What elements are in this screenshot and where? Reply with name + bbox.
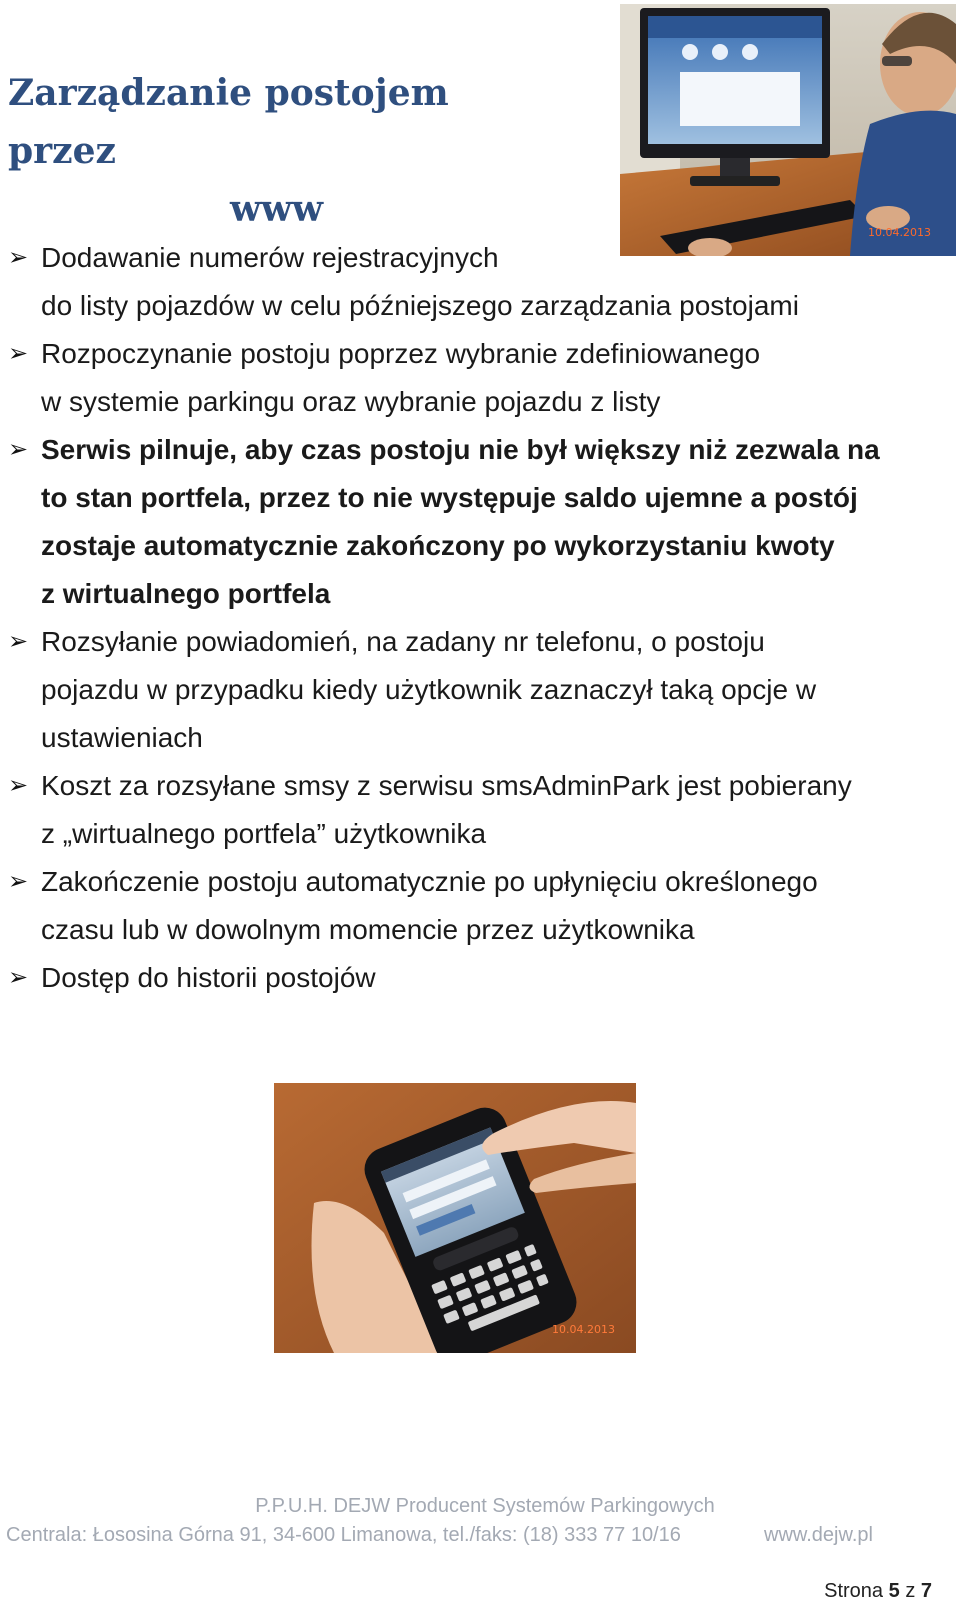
computer-photo-date: 10.04.2013: [868, 226, 931, 239]
page-separator: z: [905, 1580, 916, 1602]
feature-list: [8, 234, 958, 1002]
feature-line: to stan portfela, przez to nie występuje saldo ujemne a postój: [41, 482, 858, 513]
photo-computer-user: [620, 4, 956, 256]
feature-line: Dodawanie numerów rejestracyjnych: [41, 242, 499, 273]
page-number: [824, 1580, 932, 1603]
arrow-bullet-icon: ➢: [8, 772, 29, 799]
feature-line: Serwis pilnuje, aby czas postoju nie był większy niż zezwala na: [41, 434, 880, 465]
arrow-bullet-icon: ➢: [8, 340, 29, 367]
arrow-bullet-icon: ➢: [8, 244, 29, 271]
feature-line: czasu lub w dowolnym momencie przez użytkownika: [41, 914, 695, 945]
feature-item-history: [8, 954, 958, 1002]
feature-item-start-parking: [8, 330, 958, 426]
feature-line: w systemie parkingu oraz wybranie pojazdu z listy: [41, 386, 661, 417]
photo-phone-hands: [274, 1083, 636, 1353]
footer-address: Centrala: Łososina Górna 91, 34-600 Limanowa, tel./faks: (18) 333 77 10/16: [6, 1524, 681, 1546]
feature-line: ustawieniach: [41, 722, 203, 753]
feature-item-notifications: [8, 618, 958, 762]
feature-line: z „wirtualnego portfela” użytkownika: [41, 818, 487, 849]
feature-item-sms-cost: [8, 762, 958, 858]
page-current: 5: [888, 1580, 900, 1602]
footer-company: P.P.U.H. DEJW Producent Systemów Parkingowych: [255, 1495, 715, 1517]
feature-item-wallet-guard: [8, 426, 958, 618]
arrow-bullet-icon: ➢: [8, 868, 29, 895]
feature-item-add-plates: [8, 234, 958, 330]
page-prefix: Strona: [824, 1580, 884, 1602]
page-total: 7: [920, 1580, 932, 1602]
feature-line: do listy pojazdów w celu późniejszego zarządzania postojami: [41, 290, 799, 321]
arrow-bullet-icon: ➢: [8, 436, 29, 463]
feature-line: zostaje automatycznie zakończony po wykorzystaniu kwoty: [41, 530, 835, 561]
feature-line: Rozpoczynanie postoju poprzez wybranie zdefiniowanego: [41, 338, 761, 369]
feature-line: Dostęp do historii postojów: [41, 962, 376, 993]
arrow-bullet-icon: ➢: [8, 964, 29, 991]
title-line-1: Zarządzanie postojem przez: [8, 72, 449, 172]
phone-photo-illustration: [274, 1083, 636, 1353]
feature-item-end-parking: [8, 858, 958, 954]
feature-line: Koszt za rozsyłane smsy z serwisu smsAdminPark jest pobierany: [41, 770, 852, 801]
page-title: [8, 64, 568, 238]
footer-website-link[interactable]: www.dejw.pl: [764, 1524, 873, 1546]
arrow-bullet-icon: ➢: [8, 628, 29, 655]
feature-line: Rozsyłanie powiadomień, na zadany nr telefonu, o postoju: [41, 626, 765, 657]
computer-photo-illustration: [620, 4, 956, 256]
feature-line: pojazdu w przypadku kiedy użytkownik zaznaczył taką opcje w: [41, 674, 817, 705]
feature-line: Zakończenie postoju automatycznie po upłynięciu określonego: [41, 866, 818, 897]
phone-photo-date: 10.04.2013: [552, 1323, 615, 1336]
feature-line: z wirtualnego portfela: [41, 578, 331, 609]
title-line-2: www: [230, 188, 323, 230]
